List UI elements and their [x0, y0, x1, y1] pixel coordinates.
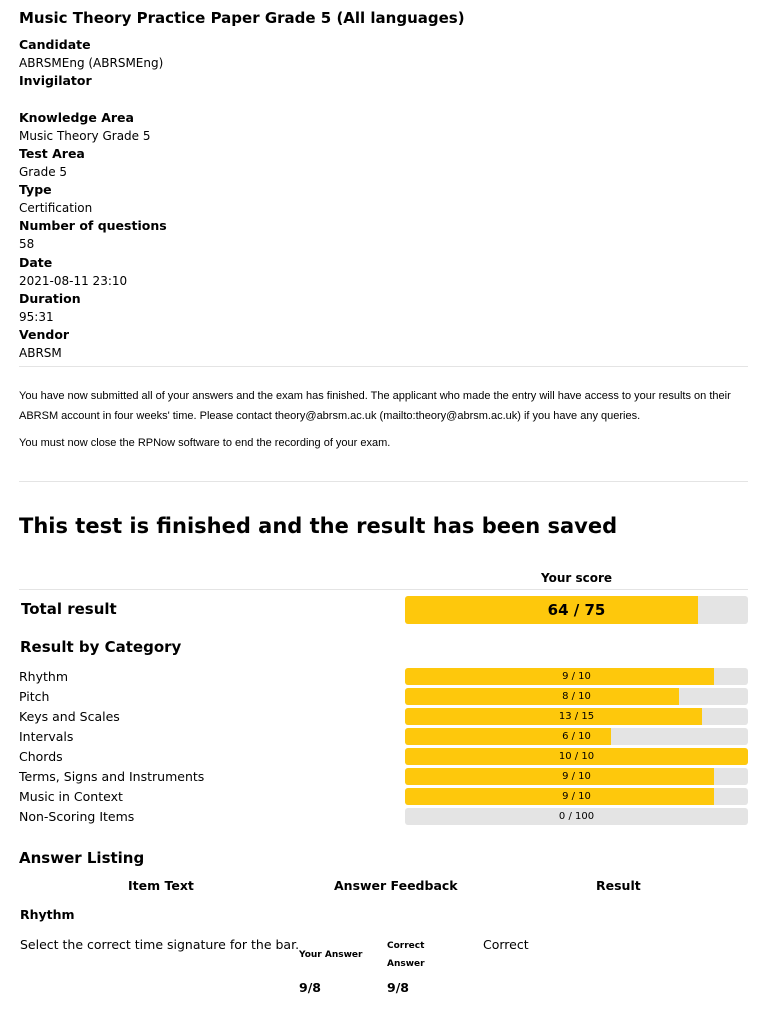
category-score-text: 9 / 10 [562, 771, 591, 782]
category-bar-pitch [405, 688, 748, 705]
meta-value: 95:31 [19, 310, 54, 325]
category-score-text: 8 / 10 [562, 691, 591, 702]
column-header-answer-feedback: Answer Feedback [334, 878, 458, 893]
meta-row-date [19, 254, 419, 290]
category-label-chords: Chords [19, 749, 63, 764]
divider [19, 366, 748, 367]
category-score-text: 9 / 10 [562, 671, 591, 682]
meta-row-number-of-questions [19, 217, 419, 253]
answer-result: Correct [483, 937, 529, 952]
category-label-rhythm: Rhythm [19, 669, 69, 684]
meta-row-duration [19, 290, 419, 326]
category-score-text: 13 / 15 [558, 711, 595, 722]
category-bar-keys-and-scales [405, 708, 748, 725]
total-score-text: 64 / 75 [547, 601, 606, 619]
total-result-label: Total result [21, 600, 117, 618]
meta-label: Type [19, 182, 52, 198]
meta-label: Vendor [19, 327, 70, 343]
correct-answer-label-line: Answer [387, 959, 425, 969]
category-bar-intervals [405, 728, 748, 745]
category-label-keys-and-scales: Keys and Scales [19, 709, 120, 724]
meta-label: Duration [19, 291, 81, 307]
page-title: Music Theory Practice Paper Grade 5 (All languages) [19, 9, 465, 27]
meta-row-candidate [19, 36, 419, 72]
meta-value: Certification [19, 201, 93, 216]
correct-answer-label [387, 937, 425, 973]
your-score-header: Your score [540, 571, 613, 585]
category-bar-terms-signs-instruments [405, 768, 748, 785]
meta-label: Test Area [19, 145, 85, 161]
meta-label: Candidate [19, 37, 91, 52]
category-bar-chords [405, 748, 748, 765]
your-answer-label: Your Answer [299, 950, 363, 960]
meta-value: Grade 5 [19, 164, 68, 179]
meta-label: Knowledge Area [19, 109, 134, 125]
category-bar-rhythm [405, 668, 748, 685]
category-label-pitch: Pitch [19, 689, 50, 704]
meta-row-type [19, 181, 419, 217]
category-label-intervals: Intervals [19, 729, 74, 744]
correct-answer-label-line: Correct [387, 941, 425, 951]
notice-paragraph: You must now close the RPNow software to end the recording of your exam. [19, 437, 391, 449]
meta-label: Number of questions [19, 218, 167, 234]
category-score-text: 6 / 10 [562, 731, 591, 742]
notice-paragraph: You have now submitted all of your answers and the exam has finished. The applicant who made the entry will have access to your results on their ABRSM account in four weeks' time. Please contact theory@abrsm.ac.uk (mailto:theory@abrsm.ac.uk) if you have any queries. [19, 390, 731, 422]
meta-value: ABRSMEng (ABRSMEng) [19, 56, 164, 70]
your-answer-value: 9/8 [299, 980, 321, 995]
answer-section-label: Rhythm [20, 907, 75, 922]
category-score-text: 10 / 10 [558, 751, 595, 762]
meta-label: Invigilator [19, 73, 92, 89]
meta-value: ABRSM [19, 346, 62, 361]
finished-heading: This test is finished and the result has been saved [19, 514, 618, 538]
category-bar-non-scoring-items [405, 808, 748, 825]
category-label-terms-signs-instruments: Terms, Signs and Instruments [19, 769, 205, 784]
category-score-text: 0 / 100 [558, 811, 595, 822]
meta-value: Music Theory Grade 5 [19, 128, 151, 143]
correct-answer-value: 9/8 [387, 980, 409, 995]
meta-value: 2021-08-11 23:10 [19, 273, 128, 288]
divider [19, 589, 748, 590]
meta-row-test-area [19, 145, 419, 181]
meta-value: 58 [19, 237, 35, 252]
meta-row-knowledge-area [19, 109, 419, 145]
meta-row-vendor [19, 326, 419, 362]
exam-details [19, 36, 419, 363]
meta-label: Date [19, 254, 53, 270]
column-header-item-text: Item Text [128, 878, 194, 893]
category-score-text: 9 / 10 [562, 791, 591, 802]
category-bar-music-in-context [405, 788, 748, 805]
category-label-non-scoring-items: Non-Scoring Items [19, 809, 135, 824]
exam-finished-notice [19, 386, 748, 453]
divider [19, 481, 748, 482]
meta-row-invigilator [19, 72, 419, 108]
category-label-music-in-context: Music in Context [19, 789, 123, 804]
answer-listing-title: Answer Listing [19, 849, 145, 867]
question-text: Select the correct time signature for the bar. [20, 937, 300, 952]
total-score-bar [405, 596, 748, 624]
column-header-result: Result [596, 878, 641, 893]
category-section-title: Result by Category [20, 638, 182, 656]
